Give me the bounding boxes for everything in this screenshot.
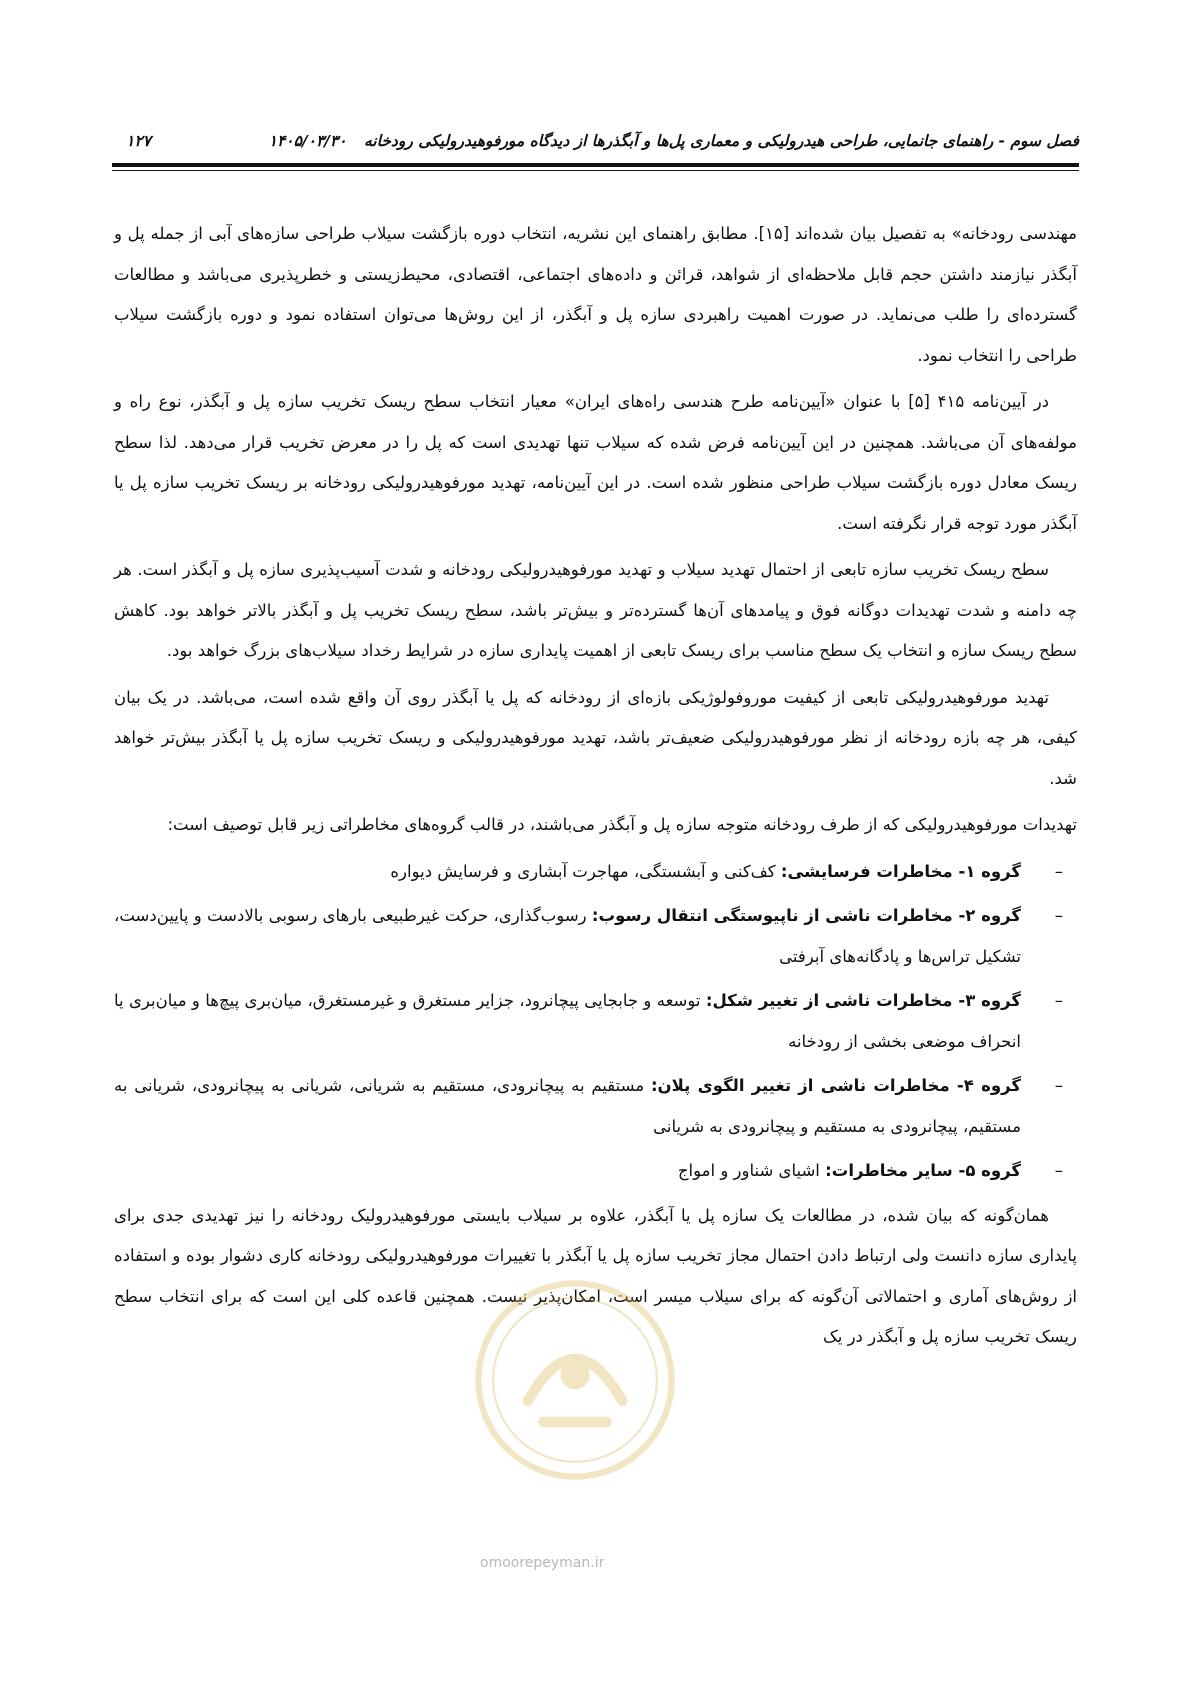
header-date: ۱۴۰۵/۰۳/۳۰ (268, 132, 347, 150)
paragraph: در آیین‌نامه ۴۱۵ [۵] با عنوان «آیین‌نامه طرح هندسی راه‌های ایران» معیار انتخاب سطح ریسک تخریب سازه پل و آبگذر، نوع راه و مولفه‌های آن می‌باشد. همچنین در این آیین‌نامه فرض شده که سیلاب تنها تهدیدی است که پل را در معرض تخریب قرار می‌دهد. لذا سطح ریسک معادل دوره بازگشت سیلاب طراحی منظور شده است. در این آیین‌نامه، تهدید مورفوهیدرولیکی رودخانه بر ریسک تخریب سازه پل یا آبگذر مورد توجه قرار نگرفته است. (114, 392, 1077, 533)
chapter-title: فصل سوم - راهنمای جانمایی، طراحی هیدرولیکی و معماری پل‌ها و آبگذرها از دیدگاه مورفوهیدرولیکی رودخانه (364, 132, 1079, 150)
paragraph: مهندسی رودخانه» به تفصیل بیان شده‌اند [۱۵]. مطابق راهنمای این نشریه، انتخاب دوره بازگشت سیلاب طراحی سازه‌های آبی از جمله پل و آبگذر نیازمند داشتن حجم قابل ملاحظه‌ای از شواهد، قرائن و داده‌های اجتماعی، اقتصادی، محیط‌زیستی و خطرپذیری می‌باشد و مطالعات گسترده‌ای را طلب می‌نماید. در صورت اهمیت راهبردی سازه پل و آبگذر، از این روش‌ها می‌توان استفاده نمود و دوره بازگشت سیلاب طراحی را انتخاب نمود. (114, 224, 1077, 365)
header-title-group (269, 132, 1079, 150)
list-item-text: کف‌کنی و آبشستگی، مهاجرت آبشاری و فرسایش دیواره (390, 861, 781, 881)
page-number: ۱۲۷ (126, 132, 151, 150)
watermark-text: omoorepeyman.ir (480, 1555, 605, 1571)
list-item-label: گروه ۳- مخاطرات ناشی از تغییر شکل: (705, 991, 1021, 1010)
list-item-label: گروه ۵- سایر مخاطرات: (825, 1161, 1021, 1180)
list-item-label: گروه ۲- مخاطرات ناشی از ناپیوستگی انتقال رسوب: (591, 906, 1021, 925)
body-text (114, 214, 1077, 1364)
hazard-group-list (114, 852, 1077, 1192)
list-item-text: مستقیم به پیچانرودی، مستقیم به شریانی، شریانی به پیچانرودی، شریانی به مستقیم، پیچانرودی به مستقیم و پیچانرودی به شریانی (114, 1076, 1021, 1136)
list-item (114, 852, 1077, 893)
paragraph: همان‌گونه که بیان شده، در مطالعات یک سازه پل یا آبگذر، علاوه بر سیلاب بایستی مورفوهیدرولیک رودخانه را نیز تهدیدی جدی برای پایداری سازه دانست ولی ارتباط دادن احتمال مجاز تخریب سازه پل یا آبگذر با تغییرات مورفوهیدرولیکی رودخانه کاری دشوار بوده و استفاده از روش‌های آماری و احتمالاتی آن‌گونه که برای سیلاب میسر است، امکان‌پذیر نیست. همچنین قاعده کلی این است که برای انتخاب سطح ریسک تخریب سازه پل و آبگذر در یک (114, 1205, 1077, 1346)
list-item-label: گروه ۴- مخاطرات ناشی از تغییر الگوی پلان: (650, 1076, 1021, 1095)
header-rule-thick (112, 163, 1079, 167)
list-dash: – (1054, 1076, 1063, 1095)
list-item (114, 1066, 1077, 1147)
paragraph: تهدید مورفوهیدرولیکی تابعی از کیفیت موروفولوژیکی بازه‌ای از رودخانه که پل یا آبگذر روی آن واقع شده است، می‌باشد. در یک بیان کیفی، هر چه بازه رودخانه از نظر مورفوهیدرولیکی ضعیف‌تر باشد، تهدید مورفوهیدرولیکی و ریسک تخریب سازه پل یا آبگذر بیش‌تر خواهد شد. (114, 687, 1077, 788)
list-dash: – (1054, 991, 1063, 1010)
list-item (114, 1151, 1077, 1192)
header-rule-thin (112, 170, 1079, 171)
list-dash: – (1054, 1161, 1063, 1180)
list-dash: – (1054, 861, 1063, 881)
list-dash: – (1054, 906, 1063, 925)
list-item-label: گروه ۱- مخاطرات فرسایشی: (780, 861, 1021, 881)
list-item-text: رسوب‌گذاری، حرکت غیرطبیعی بارهای رسوبی بالادست و پایین‌دست، تشکیل تراس‌ها و پادگانه‌های آبرفتی (114, 906, 1021, 966)
list-item (114, 981, 1077, 1062)
list-item (114, 896, 1077, 977)
paragraph: تهدیدات مورفوهیدرولیکی که از طرف رودخانه متوجه سازه پل و آبگذر می‌باشند، در قالب گروه‌های مخاطراتی زیر قابل توصیف است: (167, 815, 1077, 834)
paragraph: سطح ریسک تخریب سازه تابعی از احتمال تهدید سیلاب و تهدید مورفوهیدرولیکی رودخانه و شدت آسیب‌پذیری سازه پل و آبگذر است. هر چه دامنه و شدت تهدیدات دوگانه فوق و پیامدهای آن‌ها گسترده‌تر و بیش‌تر باشد، سطح ریسک تخریب پل و آبگذر بالاتر خواهد بود. کاهش سطح ریسک سازه و انتخاب یک سطح مناسب برای ریسک تابعی از اهمیت پایداری سازه در شرایط رخداد سیلاب‌های بزرگ خواهد بود. (114, 560, 1077, 660)
list-item-text: توسعه و جابجایی پیچانرود، جزایر مستغرق و غیرمستغرق، میان‌بری پیچ‌ها و میان‌بری یا انحراف موضعی بخشی از رودخانه (114, 991, 1021, 1051)
list-item-text: اشیای شناور و امواج (677, 1161, 826, 1180)
page-header (112, 128, 1079, 158)
